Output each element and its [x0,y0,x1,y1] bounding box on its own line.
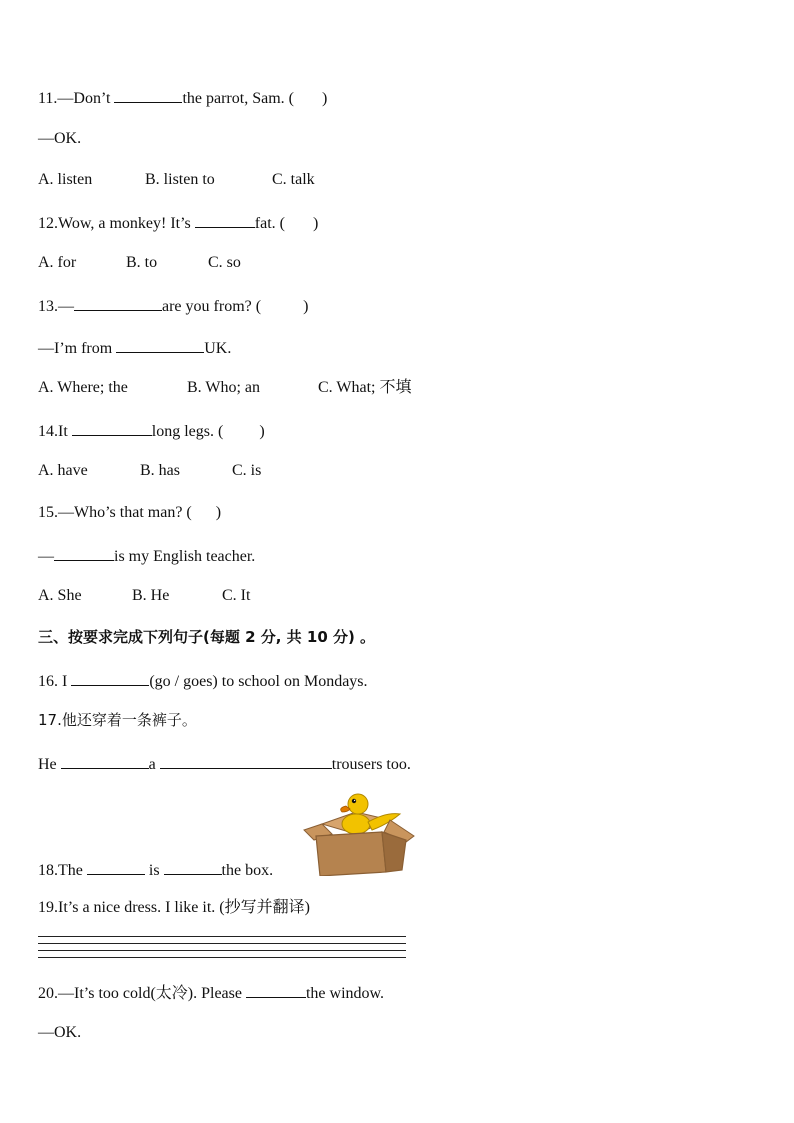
q17-blank-1[interactable] [61,753,149,769]
q20-blank[interactable] [246,982,306,998]
q15-option-c: C. It [222,587,251,604]
q13-blank-2[interactable] [116,337,204,353]
q18-stem: 18.The is the box. [38,859,273,881]
q14-option-c: C. is [232,462,262,479]
q14-option-b: B. has [140,462,180,479]
writing-line [38,943,406,944]
q13-option-c: C. What; 不填 [318,379,412,396]
q13-options [38,378,411,398]
q20-reply: —OK. [38,1024,82,1041]
q13-blank-1[interactable] [74,295,162,311]
q11-stem: 11.—Don’t the parrot, Sam. ( ) [38,87,327,109]
q19-stem: 19.It’s a nice dress. I like it. (抄写并翻译) [38,899,310,916]
q17-answer: He a trousers too. [38,753,411,775]
q12-stem: 12.Wow, a monkey! It’s fat. ( ) [38,212,318,234]
writing-line [38,936,406,937]
q13-option-b: B. Who; an [187,379,261,396]
q12-blank[interactable] [195,212,255,228]
q13-stem: 13.— are you from? ( ) [38,295,308,317]
section-3-heading: 三、按要求完成下列句子(每题 2 分, 共 10 分) 。 [38,628,376,646]
q14-option-a: A. have [38,462,88,479]
q17-stem: 17.他还穿着一条裤子。 [38,711,197,729]
q12-option-b: B. to [126,254,158,271]
q11-option-b: B. listen to [145,171,215,188]
q14-blank[interactable] [72,420,152,436]
q11-reply: —OK. [38,130,82,147]
q15-stem: 15.—Who’s that man? ( ) [38,504,222,521]
q13-reply: —I’m from UK. [38,337,231,359]
duck-eye-highlight [354,800,355,801]
q19-writing-area[interactable] [38,936,406,964]
q15-option-a: A. She [38,587,82,604]
q18-blank-1[interactable] [87,859,145,875]
q15-blank[interactable] [54,545,114,561]
q12-option-c: C. so [208,254,241,271]
q16-stem: 16. I (go / goes) to school on Mondays. [38,670,368,692]
q11-option-a: A. listen [38,171,93,188]
q11-option-c: C. talk [272,171,315,188]
duck-head [348,794,368,814]
q12-option-a: A. for [38,254,77,271]
duck-body [342,814,370,834]
q13-option-a: A. Where; the [38,379,128,396]
q18-blank-2[interactable] [164,859,222,875]
q11-options [38,170,315,190]
duck-in-box-illustration [302,790,418,876]
q17-blank-2[interactable] [160,753,332,769]
q14-options [38,461,261,481]
q20-stem: 20.—It’s too cold(太冷). Please the window. [38,982,384,1004]
box-front [316,832,386,876]
q11-blank[interactable] [114,87,182,103]
q15-option-b: B. He [132,587,170,604]
writing-line [38,950,406,951]
q15-reply: — is my English teacher. [38,545,255,567]
q15-options [38,586,250,606]
duck-eye [352,799,356,803]
writing-line [38,957,406,958]
q14-stem: 14.It long legs. ( ) [38,420,265,442]
q16-blank[interactable] [71,670,149,686]
q12-options [38,253,241,273]
